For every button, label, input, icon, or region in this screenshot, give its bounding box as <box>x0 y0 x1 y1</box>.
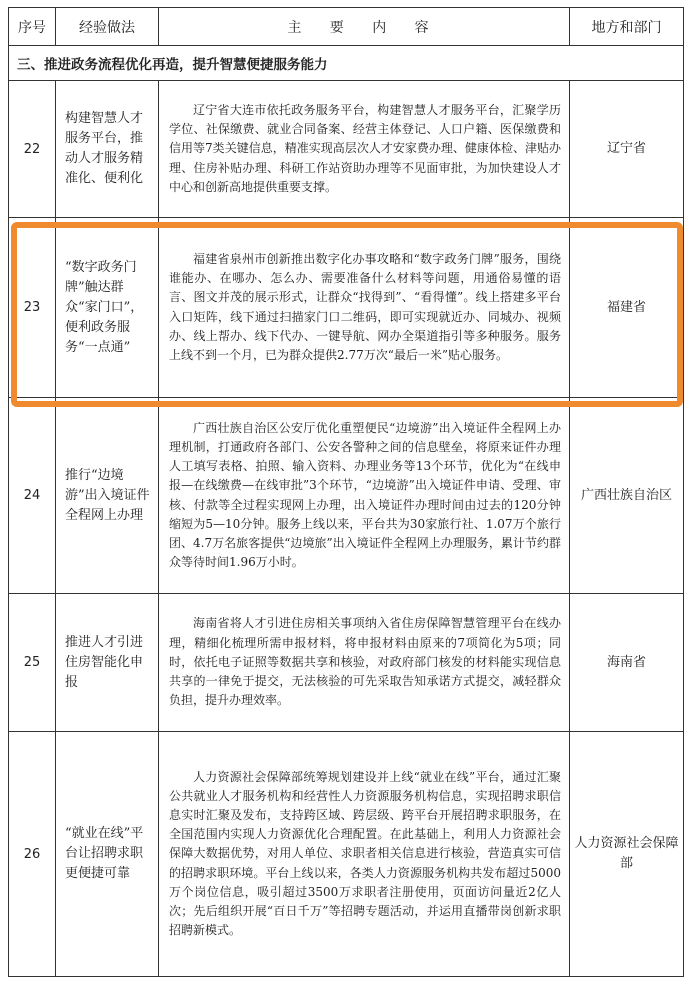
row-content: 广西壮族自治区公安厅优化重塑便民“边境游”出入境证件全程网上办理机制，打通政府各部门、公安各警种之间的信息壁垒，将原来证件办理人工填写表格、拍照、输入资料、办理业务等13个环节，优化为“在线申报—在线缴费—在线审批”3个环节，“边境游”出入境证件申请、受理、审核、付款等全过程实现网上办理，出入境证件办理时间由过去的120分钟缩短为5—10分钟。服务上线以来，平台共为30家旅行社、1.07万个旅行团、4.7万名旅客提供“边境旅”出入境证件全程网上办理服务，累计节约群众等待时间1.96万小时。 <box>159 398 570 594</box>
section-row <box>9 46 684 81</box>
table-row <box>9 594 684 732</box>
header-content: 主 要 内 容 <box>159 8 570 46</box>
row-method: 推进人才引进住房智能化申报 <box>56 594 159 732</box>
row-method: 推行“边境游”出入境证件全程网上办理 <box>56 398 159 594</box>
row-num: 23 <box>9 218 56 398</box>
row-content: 福建省泉州市创新推出数字化办事攻略和“数字政务门牌”服务，围绕谁能办、在哪办、怎么办、需要准备什么材料等问题，用通俗易懂的语言、图文并茂的展示形式，让群众“找得到”、“看得懂”。线上搭建多平台入口矩阵，线下通过扫描家门口二维码，即可实现就近办、同城办、视频办、线上帮办、线下代办、一键导航、网办全渠道指引等多种服务。服务上线不到一个月，已为群众提供2.77万次“最后一米”贴心服务。 <box>159 218 570 398</box>
header-num: 序号 <box>9 8 56 46</box>
row-region: 海南省 <box>570 594 684 732</box>
section-title: 三、推进政务流程优化再造，提升智慧便捷服务能力 <box>9 46 684 81</box>
row-method: “数字政务门牌”触达群众“家门口”，便利政务服务“一点通” <box>56 218 159 398</box>
row-region: 人力资源社会保障部 <box>570 732 684 977</box>
row-content: 辽宁省大连市依托政务服务平台，构建智慧人才服务平台，汇聚学历学位、社保缴费、就业合同备案、经营主体登记、人口户籍、医保缴费和信用等7类关键信息，精准实现高层次人才安家费办理、健康体检、津贴办理、住房补贴办理、科研工作站资助办理等不见面审批，为加快建设人才中心和创新高地提供重要支撑。 <box>159 81 570 218</box>
row-region: 辽宁省 <box>570 81 684 218</box>
row-num: 22 <box>9 81 56 218</box>
document-page <box>8 7 683 977</box>
experience-table <box>8 7 684 977</box>
table-row <box>9 81 684 218</box>
header-region: 地方和部门 <box>570 8 684 46</box>
row-region: 广西壮族自治区 <box>570 398 684 594</box>
header-method: 经验做法 <box>56 8 159 46</box>
row-num: 25 <box>9 594 56 732</box>
row-num: 26 <box>9 732 56 977</box>
row-method: 构建智慧人才服务平台，推动人才服务精准化、便利化 <box>56 81 159 218</box>
row-region: 福建省 <box>570 218 684 398</box>
row-content: 人力资源社会保障部统筹规划建设并上线“就业在线”平台，通过汇聚公共就业人才服务机构和经营性人力资源服务机构信息，实现招聘求职信息实时汇聚及发布，支持跨区域、跨层级、跨平台开展招聘求职服务，在全国范围内实现人力资源优化合理配置。在此基础上，利用人力资源社会保障大数据优势，对用人单位、求职者相关信息进行核验，营造真实可信的招聘求职环境。平台上线以来，各类人力资源服务机构共发布超过5000万个岗位信息，吸引超过3500万求职者注册使用，页面访问量近2亿人次；先后组织开展“百日千万”等招聘专题活动，并运用直播带岗创新求职招聘新模式。 <box>159 732 570 977</box>
table-row <box>9 218 684 398</box>
row-num: 24 <box>9 398 56 594</box>
table-row <box>9 398 684 594</box>
row-content: 海南省将人才引进住房相关事项纳入省住房保障智慧管理平台在线办理，精细化梳理所需申报材料，将申报材料由原来的7项简化为5项；同时，依托电子证照等数据共享和核验，对政府部门核发的材料能实现信息共享的一律免于提交，无法核验的可先采取告知承诺方式提交，减轻群众负担，提升办理效率。 <box>159 594 570 732</box>
table-row <box>9 732 684 977</box>
row-method: “就业在线”平台让招聘求职更便捷可靠 <box>56 732 159 977</box>
header-row <box>9 8 684 46</box>
